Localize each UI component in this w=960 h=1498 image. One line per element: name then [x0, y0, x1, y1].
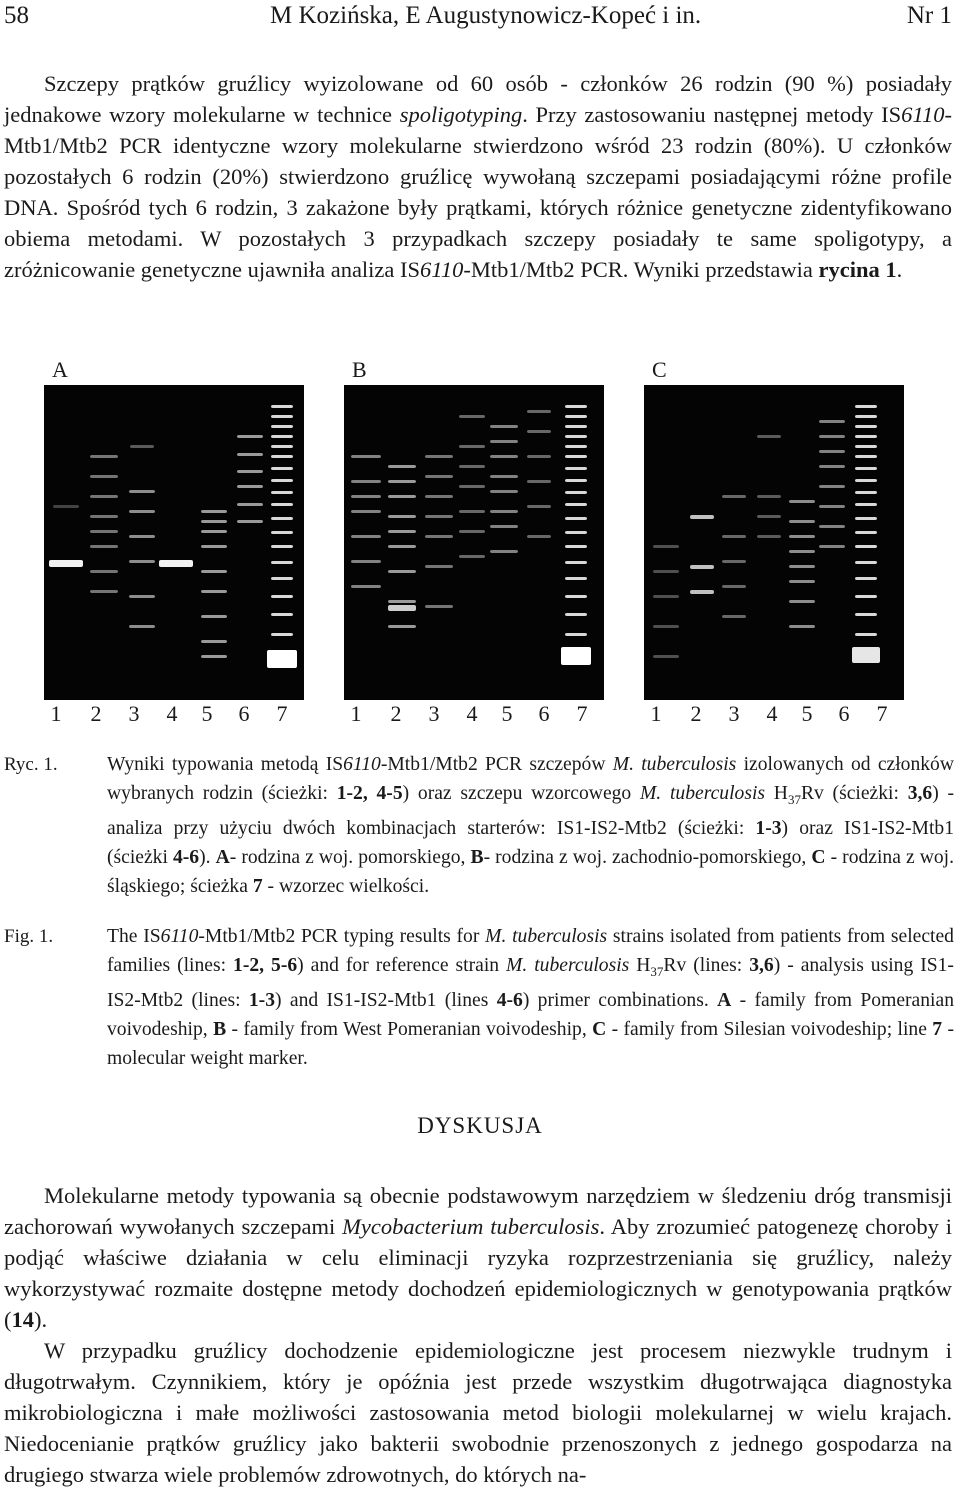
- lane-numbers-c: [644, 701, 904, 729]
- gel-band: [490, 490, 518, 493]
- gel-band: [757, 435, 781, 438]
- gel-band: [201, 510, 227, 513]
- ladder-band: [565, 435, 587, 438]
- gel-band: [819, 525, 845, 528]
- ladder-band: [271, 445, 293, 448]
- ladder-band: [271, 425, 293, 428]
- gel-band: [351, 480, 381, 483]
- gel-band: [129, 535, 155, 538]
- gel-band: [425, 565, 453, 568]
- gel-band: [351, 535, 381, 538]
- ladder-band: [855, 517, 877, 520]
- lane-numbers-b: [344, 701, 604, 729]
- gel-band: [237, 485, 263, 488]
- ladder-band: [271, 545, 293, 548]
- ladder-band: [565, 561, 587, 564]
- gel-band: [388, 515, 416, 518]
- gel-band: [527, 505, 551, 508]
- gel-band: [722, 495, 746, 498]
- panel-label-c: C: [652, 357, 667, 382]
- gel-band: [819, 420, 845, 423]
- discussion-paragraph-2: W przypadku gruźlicy dochodzenie epidemiologiczne jest procesem niezwykle trudnym i długotrwałym. Czynnikiem, który je opóźnia jest przede wszystkim długotrwająca diagnostyka mikrobiologiczna i małe możliwości zastosowania metod biologii molekularnej w wielu krajach. Niedocenianie prątków gruźlicy jako bakterii swobodnie przenoszonych z jednego gospodarza na drugiego stwarza wiele problemów zdrowotnych, do których na-: [4, 1338, 952, 1487]
- gel-band: [653, 545, 679, 548]
- gel-band: [789, 625, 815, 628]
- ladder-band: [271, 479, 293, 482]
- gel-band: [722, 585, 746, 588]
- ladder-band: [565, 503, 587, 506]
- gel-band: [490, 510, 518, 513]
- gel-band: [527, 455, 551, 458]
- ladder-band: [855, 455, 877, 458]
- gel-band: [789, 535, 815, 538]
- gel-band: [201, 640, 227, 643]
- gel-band: [201, 590, 227, 593]
- gel-band: [159, 560, 193, 567]
- ladder-band: [855, 577, 877, 580]
- gel-band: [388, 465, 416, 468]
- gel-band: [490, 440, 518, 443]
- gel-band: [490, 425, 518, 428]
- gel-band: [201, 615, 227, 618]
- lane-number: 3: [428, 701, 440, 726]
- gel-band: [129, 510, 155, 513]
- gel-band: [388, 530, 416, 533]
- gel-band: [425, 495, 453, 498]
- gel-band: [90, 515, 118, 518]
- gel-band: [425, 455, 453, 458]
- gel-band: [819, 465, 845, 468]
- gel-band: [459, 445, 485, 448]
- ladder-band: [271, 595, 293, 598]
- ladder-band: [565, 633, 587, 636]
- ladder-band: [565, 467, 587, 470]
- ladder-band: [855, 415, 877, 418]
- gel-band: [388, 545, 416, 548]
- ladder-band: [855, 445, 877, 448]
- lane-numbers-a: [44, 701, 304, 729]
- ladder-band: [565, 415, 587, 418]
- gel-band: [789, 520, 815, 523]
- gel-band: [819, 545, 845, 548]
- lane-number: 5: [501, 701, 513, 726]
- gel-band: [388, 495, 416, 498]
- ladder-band: [565, 545, 587, 548]
- gel-band: [852, 647, 880, 663]
- gel-band: [819, 450, 845, 453]
- gel-band: [819, 485, 845, 488]
- ladder-band: [271, 517, 293, 520]
- gel-band: [722, 535, 746, 538]
- ladder-band: [565, 455, 587, 458]
- ladder-band: [855, 561, 877, 564]
- ladder-band: [271, 633, 293, 636]
- gel-band: [267, 650, 297, 668]
- gel-band: [459, 415, 485, 418]
- gel-image-c: [644, 385, 904, 700]
- ladder-band: [565, 517, 587, 520]
- lane-number: 7: [876, 701, 888, 726]
- gel-band: [53, 505, 79, 508]
- gel-band: [757, 535, 781, 538]
- gel-band: [129, 560, 155, 563]
- lane-number: 2: [690, 701, 702, 726]
- caption-pl: [107, 750, 954, 901]
- discussion-body: [4, 1180, 952, 1490]
- gel-band: [527, 480, 551, 483]
- ladder-band: [565, 405, 587, 408]
- section-heading: DYSKUSJA: [417, 1113, 543, 1138]
- ladder-band: [855, 467, 877, 470]
- gel-band: [722, 615, 746, 618]
- gel-band: [490, 475, 518, 478]
- lane-number: 7: [576, 701, 588, 726]
- lane-number: 2: [90, 701, 102, 726]
- gel-band: [351, 560, 381, 563]
- lane-number: 6: [838, 701, 850, 726]
- caption-en: [107, 922, 954, 1073]
- ladder-band: [565, 595, 587, 598]
- ladder-band: [271, 577, 293, 580]
- gel-band: [388, 605, 416, 611]
- gel-band: [425, 515, 453, 518]
- gel-band: [388, 625, 416, 628]
- gel-band: [90, 590, 118, 593]
- gel-band: [201, 655, 227, 658]
- ladder-band: [855, 479, 877, 482]
- ladder-band: [565, 425, 587, 428]
- gel-band: [425, 535, 453, 538]
- lane-number: 2: [390, 701, 402, 726]
- gel-band: [201, 570, 227, 573]
- gel-band: [459, 485, 485, 488]
- gel-band: [90, 495, 118, 498]
- gel-band: [201, 530, 227, 533]
- gel-band: [653, 625, 679, 628]
- discussion-paragraph-1: Molekularne metody typowania są obecnie podstawowym narzędziem w śledzeniu dróg transmisji zachorowań wywołanych szczepami Mycobacterium tuberculosis. Aby zrozumieć patogenezę choroby i podjąć właściwe działania w celu eliminacji ryzyka rozprzestrzeniania się gruźlicy, należy wykorzystywać rozmaite dostępne metody dochodzeń epidemiologicznych w genotypowania prątków (14).: [4, 1183, 952, 1332]
- ladder-band: [855, 425, 877, 428]
- ladder-band: [565, 479, 587, 482]
- ladder-band: [565, 577, 587, 580]
- lane-number: 1: [350, 701, 362, 726]
- gel-band: [653, 570, 679, 573]
- gel-band: [789, 565, 815, 568]
- ladder-band: [271, 613, 293, 616]
- lane-number: 6: [238, 701, 250, 726]
- gel-band: [237, 453, 263, 456]
- gel-image-b: [344, 385, 604, 700]
- lane-number: 3: [728, 701, 740, 726]
- lane-number: 3: [128, 701, 140, 726]
- gel-band: [351, 495, 381, 498]
- panel-label-b: B: [352, 357, 367, 382]
- gel-band: [653, 655, 679, 658]
- lane-number: 6: [538, 701, 550, 726]
- results-text: Szczepy prątków gruźlicy wyizolowane od 60 osób - członków 26 rodzin (90 %) posiadały jednakowe wzory molekularne w technice spoligotyping. Przy zastosowaniu następnej metody IS6110-Mtb1/Mtb2 PCR identyczne wzory molekularne stwierdzono wśród 23 rodzin (80%). U członków pozostałych 6 rodzin (20%) stwierdzono gruźlicę wywołaną szczepami posiadającymi różne profile DNA. Spośród tych 6 rodzin, 3 zakażone były prątkami, których różnice genetyczne zidentyfikowano obiema metodami. W pozostałych 3 przypadkach szczepy posiadały te same spoligotypy, a zróżnicowanie genetyczne ujawniła analiza IS6110-Mtb1/Mtb2 PCR. Wyniki przedstawia rycina 1.: [4, 71, 952, 282]
- gel-band: [90, 475, 118, 478]
- results-paragraph: [4, 68, 952, 285]
- gel-band: [388, 480, 416, 483]
- ladder-band: [271, 531, 293, 534]
- gel-band: [459, 465, 485, 468]
- gel-band: [388, 600, 416, 603]
- ladder-band: [271, 561, 293, 564]
- gel-band: [690, 590, 714, 594]
- lane-number: 4: [766, 701, 778, 726]
- ladder-band: [565, 491, 587, 494]
- ladder-band: [271, 405, 293, 408]
- gel-band: [201, 545, 227, 548]
- lane-number: 4: [166, 701, 178, 726]
- ladder-band: [855, 613, 877, 616]
- gel-band: [690, 565, 714, 569]
- ladder-band: [855, 633, 877, 636]
- issue-number: Nr 1: [906, 2, 952, 29]
- gel-band: [425, 605, 453, 608]
- ladder-band: [855, 503, 877, 506]
- ladder-band: [855, 545, 877, 548]
- gel-band: [459, 530, 485, 533]
- gel-band: [527, 430, 551, 433]
- lane-number: 5: [201, 701, 213, 726]
- ladder-band: [271, 491, 293, 494]
- gel-band: [789, 550, 815, 553]
- ladder-band: [271, 503, 293, 506]
- gel-band: [201, 520, 227, 523]
- gel-image-a: [44, 385, 304, 700]
- ladder-band: [271, 467, 293, 470]
- gel-band: [237, 503, 263, 506]
- ladder-band: [855, 435, 877, 438]
- lane-number: 7: [276, 701, 288, 726]
- gel-band: [351, 585, 381, 588]
- gel-band: [49, 560, 83, 567]
- gel-band: [527, 535, 551, 538]
- ladder-band: [271, 455, 293, 458]
- gel-band: [490, 550, 518, 553]
- gel-band: [722, 560, 746, 563]
- gel-band: [130, 445, 154, 448]
- gel-band: [527, 410, 551, 413]
- lane-number: 4: [466, 701, 478, 726]
- gel-band: [237, 435, 263, 438]
- gel-band: [237, 520, 263, 523]
- gel-band: [425, 475, 453, 478]
- gel-band: [789, 600, 815, 603]
- caption-label-pl: Ryc. 1.: [4, 754, 58, 775]
- gel-band: [351, 455, 381, 458]
- lane-number: 1: [50, 701, 62, 726]
- gel-band: [819, 435, 845, 438]
- gel-band: [490, 455, 518, 458]
- gel-band: [819, 505, 845, 508]
- gel-band: [490, 525, 518, 528]
- ladder-band: [271, 435, 293, 438]
- gel-band: [351, 510, 381, 513]
- ladder-band: [565, 613, 587, 616]
- gel-band: [90, 545, 118, 548]
- gel-band: [757, 495, 781, 498]
- gel-band: [388, 570, 416, 573]
- caption-en-text: The IS6110-Mtb1/Mtb2 PCR typing results for M. tuberculosis strains isolated from patients from selected families (lines: 1-2, 5-6) and for reference strain M. tuberculosis $H_{37}Rv$ (lines: 3,6) - analysis using IS1-IS2-Mtb2 (lines: 1-3) and IS1-IS2-Mtb1 (lines 4-6) primer combinations. A - family from Pomeranian voivodeship, B - family from West Pomeranian voivodeship, C - family from Silesian voivodeship; line 7 - molecular weight marker.: [107, 926, 954, 1069]
- caption-pl-text: Wyniki typowania metodą IS6110-Mtb1/Mtb2 PCR szczepów M. tuberculosis izolowanych od członków wybranych rodzin (ścieżki: 1-2, 4-5) oraz szczepu wzorcowego M. tuberculosis $H_{37}Rv$ (ścieżki: 3,6) - analiza przy użyciu dwóch kombinacjach starterów: IS1-IS2-Mtb2 (ścieżki: 1-3) oraz IS1-IS2-Mtb1 (ścieżki 4-6). A- rodzina z woj. pomorskiego, B- rodzina z woj. zachodnio-pomorskiego, C - rodzina z woj. śląskiego; ścieżka 7 - wzorzec wielkości.: [107, 754, 955, 897]
- gel-band: [789, 580, 815, 583]
- gel-band: [90, 570, 118, 573]
- ladder-band: [855, 405, 877, 408]
- running-head: M Kozińska, E Augustynowicz-Kopeć i in.: [270, 2, 702, 29]
- gel-band: [757, 515, 781, 518]
- gel-band: [653, 595, 679, 598]
- page-number: 58: [4, 2, 29, 29]
- ladder-band: [565, 445, 587, 448]
- ladder-band: [855, 491, 877, 494]
- gel-band: [459, 555, 485, 558]
- caption-label-en: Fig. 1.: [4, 926, 54, 947]
- gel-band: [90, 530, 118, 533]
- gel-band: [561, 647, 591, 665]
- panel-label-a: A: [52, 357, 68, 382]
- gel-band: [129, 595, 155, 598]
- lane-number: 1: [650, 701, 662, 726]
- ladder-band: [855, 595, 877, 598]
- lane-number: 5: [801, 701, 813, 726]
- gel-band: [129, 625, 155, 628]
- ladder-band: [565, 531, 587, 534]
- ladder-band: [271, 415, 293, 418]
- gel-band: [459, 510, 485, 513]
- gel-band: [129, 490, 155, 493]
- gel-band: [90, 455, 118, 458]
- gel-band: [690, 515, 714, 519]
- ladder-band: [855, 531, 877, 534]
- gel-band: [789, 500, 815, 503]
- gel-band: [237, 470, 263, 473]
